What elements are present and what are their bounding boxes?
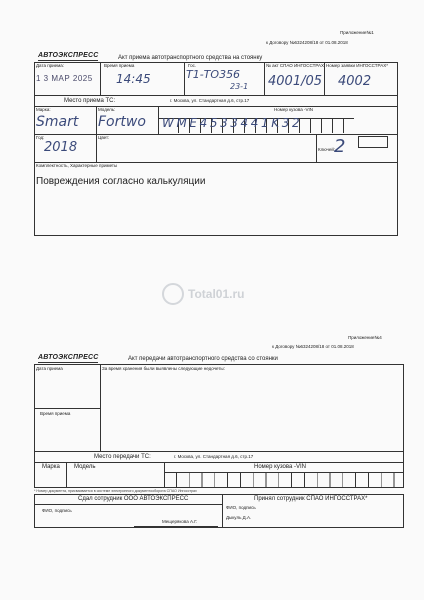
- year-value: 2018: [44, 140, 78, 155]
- brand-label-bottom: Марка: [42, 464, 60, 470]
- watermark-text: Total01.ru: [188, 287, 245, 301]
- vin-cell: [322, 119, 333, 133]
- defects-note-label: За время хранения были выявлены следующие недочеты:: [102, 366, 225, 371]
- vin-cell: [333, 119, 344, 133]
- vin-cell: [311, 119, 322, 133]
- handed-signature-line: [134, 526, 218, 527]
- divider: [66, 462, 67, 488]
- header-table: [34, 62, 398, 96]
- plate-header: Гос.: [188, 63, 197, 68]
- date-label-bottom: Дата приема: [36, 366, 63, 371]
- divider: [34, 504, 222, 505]
- accepted-name: Дыкуль Д.А.: [226, 515, 252, 520]
- handed-fio-label: ФИО, подпись: [42, 508, 72, 513]
- vehicle-table: [34, 96, 398, 236]
- keys-label: Ключей:: [318, 147, 336, 152]
- handed-name: Мещерякова А.Г.: [162, 519, 198, 524]
- contract-reference: к Договору №6324208/18 от 01.08.2018: [266, 40, 348, 45]
- form-title: Акт приема автотранспортного средства на стоянку: [118, 55, 263, 61]
- divider: [34, 134, 398, 135]
- act-number-header: № акт СПАО ИНГОССТРАХ: [266, 63, 325, 68]
- company-logo-bottom: АВТОЭКСПРЕСС: [38, 354, 99, 361]
- form-title-bottom: Акт передачи автотранспортного средства со стоянки: [128, 356, 278, 362]
- keys-value: 2: [334, 136, 346, 157]
- signature-table: [34, 494, 404, 528]
- watermark-logo-icon: [162, 283, 184, 305]
- divider: [34, 408, 100, 409]
- act-number-value: 4001/05: [268, 74, 323, 89]
- transfer-place-label: Место передачи ТС:: [94, 454, 151, 460]
- divider: [96, 134, 97, 162]
- claim-number-value: 4002: [338, 74, 372, 89]
- model-value: Fortwo: [98, 114, 146, 130]
- annex-label: Приложение№1: [340, 30, 374, 35]
- keys-box: [358, 136, 388, 148]
- accepted-title: Принял сотрудник СПАО ИНГОССТРАХ*: [254, 496, 368, 502]
- vin-cells-bottom: [164, 472, 404, 488]
- brand-value: Smart: [36, 114, 79, 130]
- place-value: г. Москва, ул. Стандартная д.6, стр.17: [170, 98, 250, 103]
- divider: [324, 62, 325, 96]
- time-label-bottom: Время приема: [40, 411, 71, 416]
- remarks-value: Повреждения согласно калькуляции: [36, 176, 206, 187]
- color-label: Цвет:: [98, 135, 110, 140]
- divider: [100, 62, 101, 96]
- vin-label-bottom: Номер кузова -VIN: [254, 464, 306, 470]
- transfer-place-value: г. Москва, ул. Стандартная д.6, стр.17: [174, 454, 254, 459]
- plate-value: Т1-ТО356: [186, 68, 241, 81]
- model-label-bottom: Модель: [74, 464, 96, 470]
- divider: [34, 106, 398, 107]
- divider: [316, 134, 317, 162]
- company-logo: АВТОЭКСПРЕСС: [38, 52, 99, 59]
- transfer-table: [34, 452, 404, 488]
- divider: [264, 62, 265, 96]
- divider: [96, 106, 97, 134]
- vin-value: WME4533441K32: [162, 116, 303, 130]
- date-stamp: 1 3 МАР 2025: [36, 74, 93, 83]
- divider: [222, 494, 223, 528]
- time-header: Время приема: [104, 63, 135, 68]
- defects-table: [34, 364, 404, 452]
- divider: [34, 462, 404, 463]
- vin-label: Номер кузова -VIN: [274, 107, 313, 112]
- model-label: Модель:: [98, 107, 116, 112]
- remarks-label: Комплектность, Характерные приметы: [36, 163, 118, 168]
- claim-number-header: Номер заявки ИНГОССТРАХ*: [326, 63, 388, 68]
- handed-title: Сдал сотрудник ООО АВТОЭКСПРЕСС: [78, 496, 189, 502]
- place-label: Место приема ТС:: [64, 98, 116, 104]
- divider: [184, 62, 185, 96]
- plate-region-value: 23-1: [230, 82, 249, 91]
- contract-reference-bottom: к Договору №6324208/18 от 01.08.2018: [272, 344, 354, 349]
- divider: [100, 364, 101, 452]
- date-header: Дата приема:: [36, 63, 65, 68]
- time-value: 14:45: [116, 72, 151, 86]
- brand-label: Марка:: [36, 107, 51, 112]
- year-label: Год:: [36, 135, 45, 140]
- annex-label-bottom: Приложение№4: [348, 335, 382, 340]
- accepted-fio-label: ФИО, подпись: [226, 505, 256, 510]
- footnote: * Номер документа, присваивается в системе электронного документооборота СПАО Ингосстрах: [34, 489, 197, 493]
